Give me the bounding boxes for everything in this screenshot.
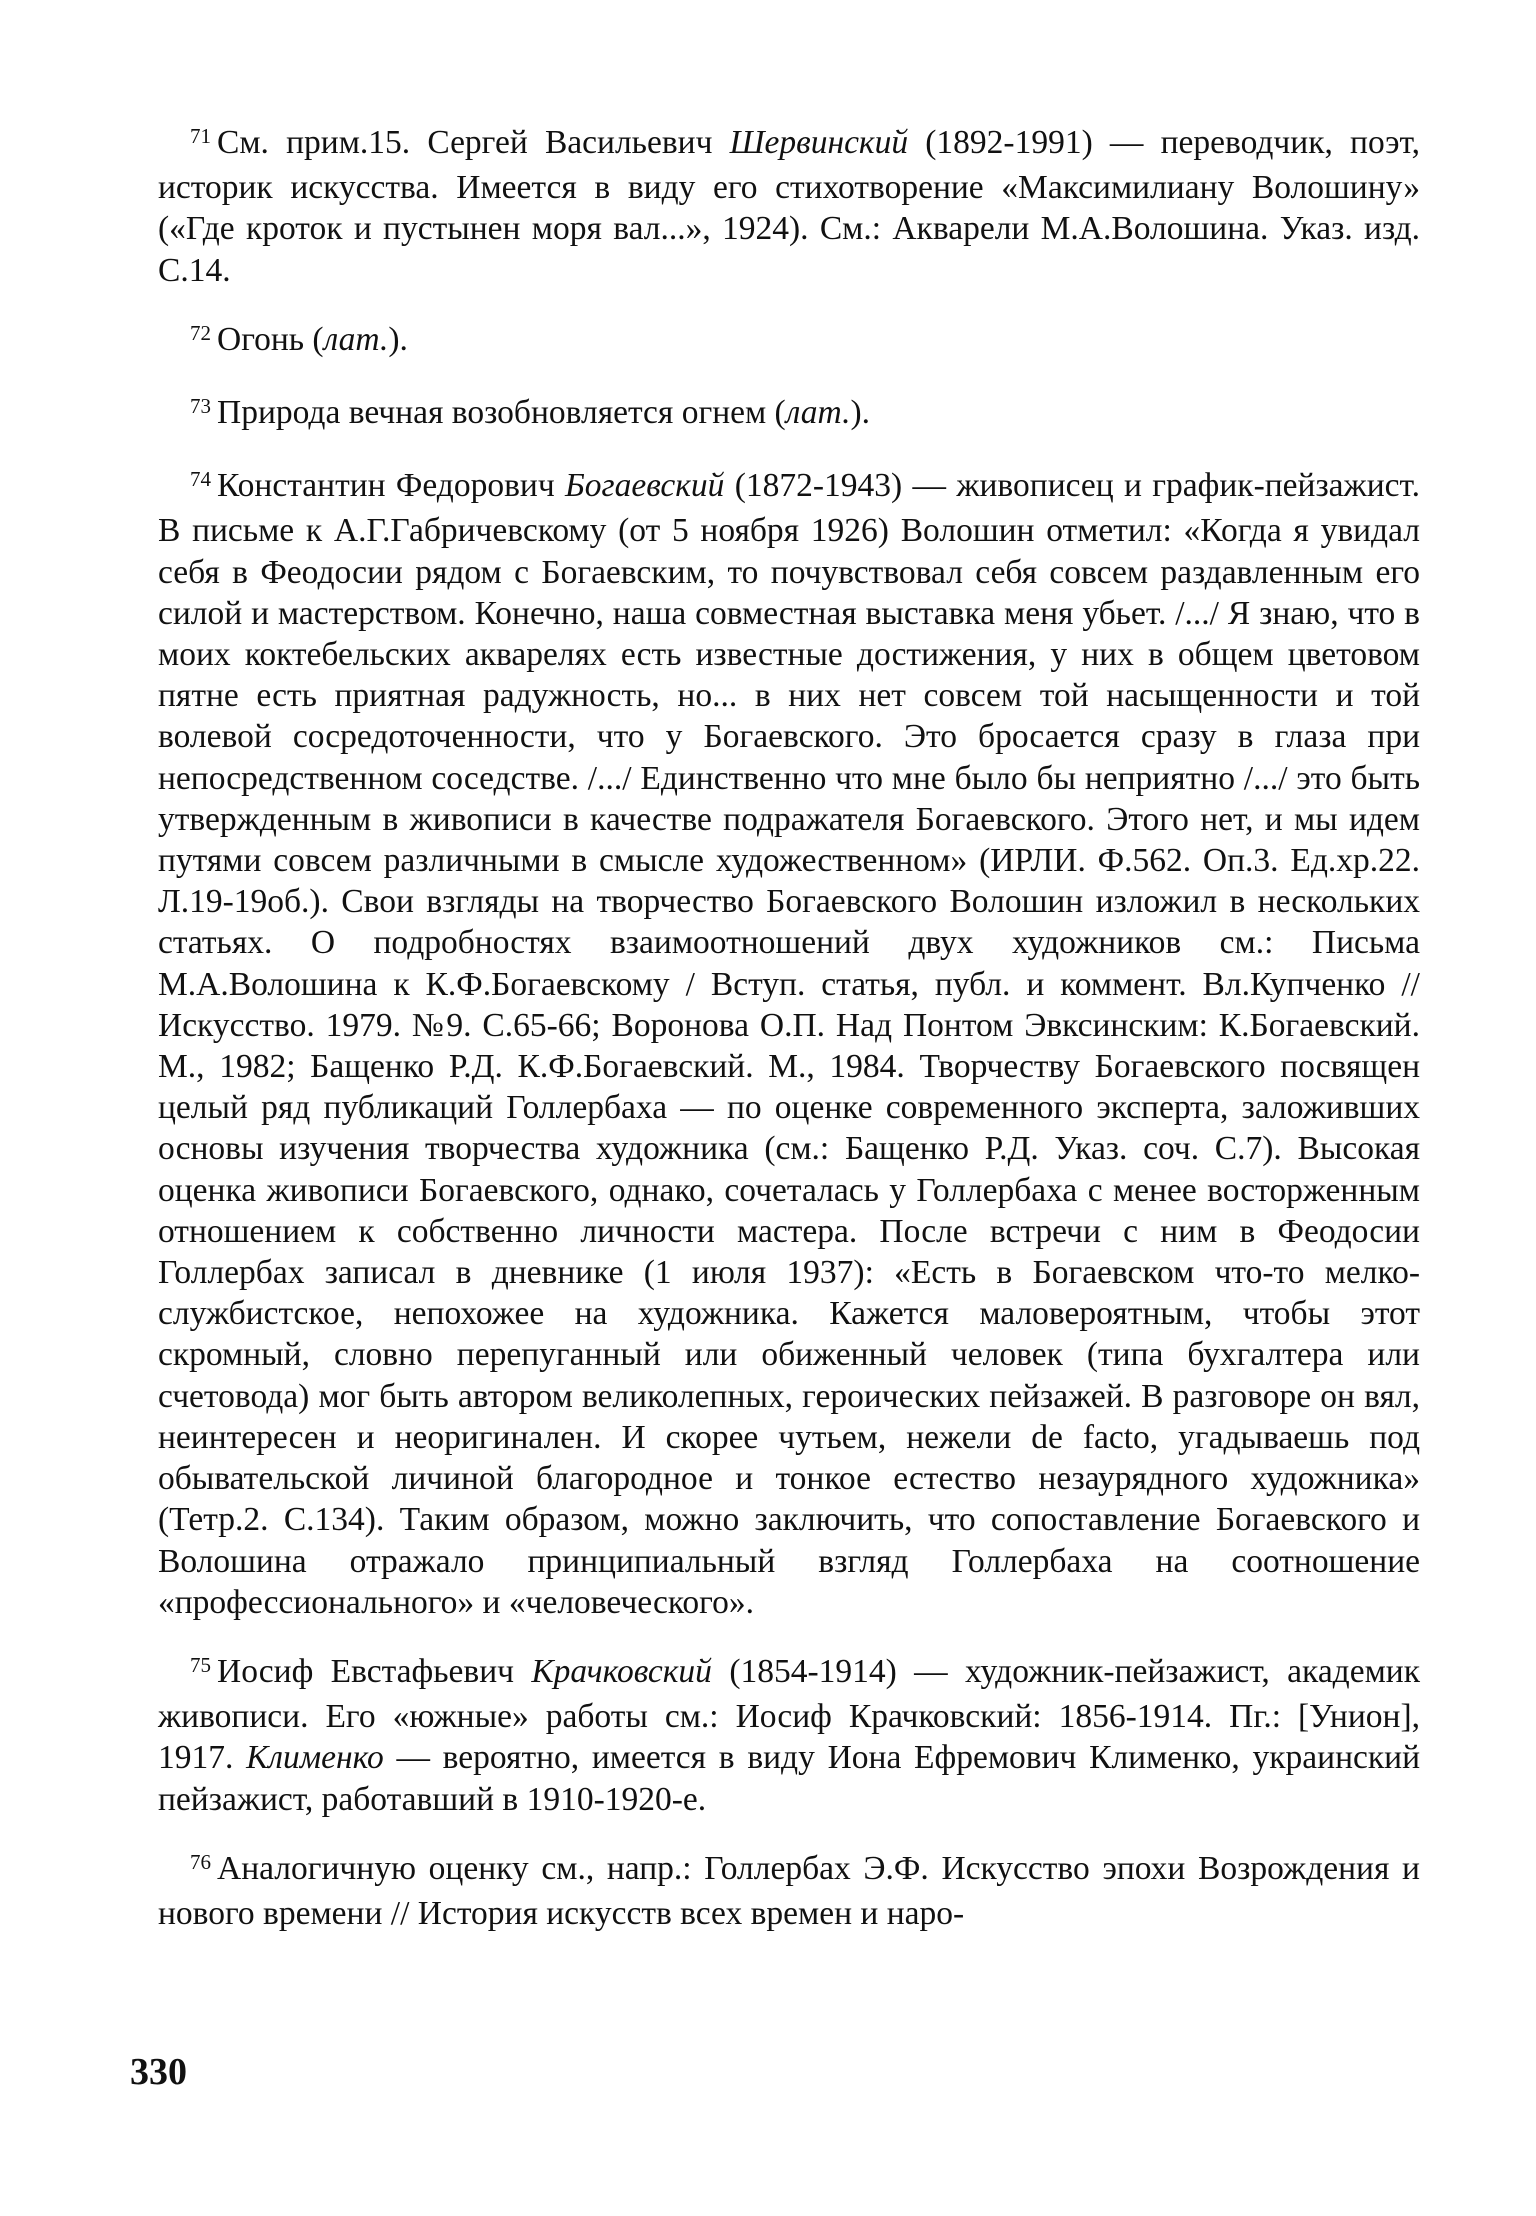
footnote-text: Природа вечная возобновляется огнем ( <box>217 394 786 432</box>
footnote-73 <box>158 392 1420 437</box>
footnote-text: Аналогичную оценку см., напр.: Голлербах Э.Ф. Искусство эпохи Возрождения и нового времени // История искусств всех времен и наро- <box>158 1849 1420 1932</box>
footnote-number: 71 <box>190 124 211 148</box>
footnote-text: Иосиф Евстафьевич <box>217 1652 532 1690</box>
footnote-text: Огонь ( <box>217 320 324 358</box>
italic-text: Богаевский <box>565 467 725 505</box>
footnote-number: 72 <box>190 320 211 345</box>
footnote-76 <box>158 1848 1420 1934</box>
italic-text: лат. <box>785 394 851 432</box>
footnotes-block <box>158 122 1420 1934</box>
italic-text: Крачковский <box>531 1652 712 1690</box>
footnote-75 <box>158 1651 1420 1820</box>
italic-text: Клименко <box>246 1739 384 1777</box>
footnote-text: ). <box>850 394 870 432</box>
footnote-text: См. прим.15. Сергей Васильевич <box>217 124 730 161</box>
footnote-text: (1872-1943) — живописец и график-пейзажист. В письме к А.Г.Габричевскому (от 5 ноября 1926) Волошин отметил: «Когда я увидал себя в Феодосии рядом с Богаевским, то почувствовал себя совсем раздавленным его силой и мастерством. Конечно, наша совместная выставка меня убьет. /.../ Я знаю, что в моих коктебельских акварелях есть известные достижения, у них в общем цветовом пятне есть приятная радужность, но... в них нет совсем той насыщенности и той волевой сосредоточенности, что у Богаевского. Это бросается сразу в глаза при непосредственном соседстве. /.../ Единственно что мне было бы неприятно /.../ это быть утвержденным в живописи в качестве подражателя Богаевского. Этого нет, и мы идем путями совсем различными в смысле художественном» (ИРЛИ. Ф.562. Оп.3. Ед.хр.22. Л.19-19об.). Свои взгляды на творчество Богаевского Волошин изложил в нескольких статьях. О подробностях взаимоотношений двух художников см.: Письма М.А.Волошина к К.Ф.Богаевскому / Вступ. статья, публ. и коммент. Вл.Купченко // Искусство. 1979. №9. С.65-66; Воронова О.П. Над Понтом Эвксинским: К.Богаевский. М., 1982; Бащенко Р.Д. К.Ф.Богаевский. М., 1984. Творчеству Богаевского посвящен целый ряд публикаций Голлербаха — по оценке современного эксперта, заложивших основы изучения творчества художника (см.: Бащенко Р.Д. Указ. соч. С.7). Высокая оценка живописи Богаевского, однако, сочеталась у Голлербаха с менее восторженным отношением к собственно личности мастера. После встречи с ним в Феодосии Голлербах записал в дневнике (1 июля 1937): «Есть в Богаевском что-то мелко-службистское, непохожее на художника. Кажется маловероятным, чтобы этот скромный, словно перепуганный или обиженный человек (типа бухгалтера или счетовода) мог быть автором великолепных, героических пейзажей. В разговоре он вял, неинтересен и неоригинален. И скорее чутьем, нежели de facto, угадываешь под обывательской личиной благородное и тонкое естество незаурядного художника» (Тетр.2. С.134). Таким образом, можно заключить, что сопоставление Богаевского и Волошина отражало принципиальный взгляд Голлербаха на соотношение «профессионального» и «человеческого». <box>158 467 1420 1621</box>
footnote-number: 75 <box>190 1652 211 1677</box>
footnote-71 <box>158 122 1420 291</box>
footnote-number: 74 <box>190 467 211 492</box>
footnote-text: ). <box>388 320 408 358</box>
footnote-74 <box>158 465 1420 1623</box>
footnote-text: Константин Федорович <box>217 467 566 505</box>
footnote-number: 73 <box>190 394 211 419</box>
italic-text: Шервинский <box>729 124 909 161</box>
footnote-text: (1854-1914) — художник-пейзажист, академик живописи. Его «южные» работы см.: Иосиф Крачковский: 1856-1914. Пг.: [Унион], 1917. <box>158 1652 1420 1777</box>
footnote-72 <box>158 319 1420 364</box>
footnote-text: (1892-1991) — переводчик, поэт, историк искусства. Имеется в виду его стихотворение «Максимилиану Волошину» («Где кроток и пустынен моря вал...», 1924). См.: Акварели М.А.Волошина. Указ. изд. С.14. <box>158 124 1420 289</box>
footnote-number: 76 <box>190 1849 211 1874</box>
footnote-text: — вероятно, имеется в виду Иона Ефремович Клименко, украинский пейзажист, работавший в 1910-1920-е. <box>158 1739 1421 1818</box>
italic-text: лат. <box>323 320 389 358</box>
page-number: 330 <box>130 2051 187 2093</box>
